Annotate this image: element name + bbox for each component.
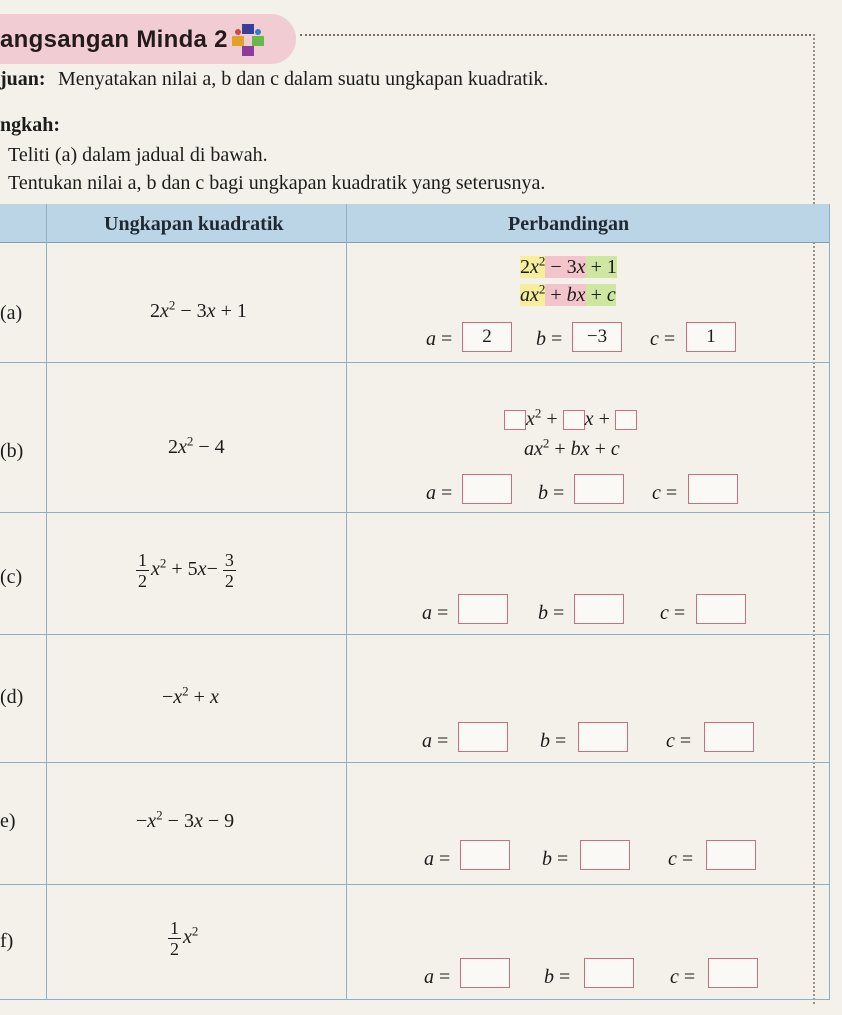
- column-divider: [46, 204, 47, 1000]
- answer-c-label: c =: [660, 602, 686, 624]
- comparison-expression: $2x^2 - 3x + 1$: [520, 253, 617, 278]
- answer-a-label: a =: [422, 602, 449, 624]
- expression: $-x^2 - 3x - 9$: [136, 807, 235, 832]
- answer-b-box[interactable]: [578, 722, 628, 752]
- answer-b-label: b =: [544, 966, 571, 988]
- answer-c-box[interactable]: [688, 474, 738, 504]
- answer-b-label: b =: [536, 328, 563, 350]
- answer-a-box[interactable]: [460, 840, 510, 870]
- answer-b-box[interactable]: [580, 840, 630, 870]
- answer-b-box[interactable]: [574, 594, 624, 624]
- answer-b-label: b =: [542, 848, 569, 870]
- row-label: (a): [0, 302, 23, 324]
- row-label: (b): [0, 440, 24, 462]
- answer-a-box[interactable]: [460, 958, 510, 988]
- quadratic-table: [0, 204, 830, 1000]
- answer-c-label: c =: [670, 966, 696, 988]
- answer-a-label: a =: [422, 730, 449, 752]
- row-label: f): [0, 930, 14, 952]
- row-label: (c): [0, 566, 23, 588]
- answer-c-box[interactable]: [696, 594, 746, 624]
- answer-a-box[interactable]: [458, 722, 508, 752]
- answer-c-box[interactable]: 1: [686, 322, 736, 352]
- answer-c-label: c =: [666, 730, 692, 752]
- expression: $\frac{1}{2}$ $x^2 + 5x-$ $\frac{3}{2}$: [138, 550, 234, 591]
- answer-c-box[interactable]: [706, 840, 756, 870]
- answer-c-label: c =: [650, 328, 676, 350]
- answer-a-label: a =: [426, 482, 453, 504]
- answer-a-box[interactable]: [462, 474, 512, 504]
- expression: $-x^2 + x$: [162, 683, 219, 708]
- step-1: Teliti (a) dalam jadual di bawah.: [8, 144, 268, 166]
- answer-c-box[interactable]: [708, 958, 758, 988]
- row-divider: [0, 634, 830, 635]
- puzzle-people-icon: [228, 22, 268, 58]
- header-ungkapan: Ungkapan kuadratik: [104, 213, 284, 235]
- answer-a-label: a =: [424, 848, 451, 870]
- langkah-label: ngkah:: [0, 114, 61, 136]
- expression: $\frac{1}{2}$ $x^2$: [170, 918, 199, 959]
- answer-b-label: b =: [540, 730, 567, 752]
- answer-a-label: a =: [424, 966, 451, 988]
- row-divider: [0, 762, 830, 763]
- row-divider: [0, 362, 830, 363]
- answer-b-box[interactable]: [574, 474, 624, 504]
- row-divider: [0, 512, 830, 513]
- row-label: e): [0, 810, 16, 832]
- general-form: $ax^2$ + bx + c: [524, 435, 620, 460]
- answer-c-label: c =: [668, 848, 694, 870]
- tujuan-label: juan:: [0, 68, 46, 90]
- expression: $2x^2 - 4$: [168, 433, 225, 458]
- header-perbandingan: Perbandingan: [508, 213, 630, 235]
- answer-a-box[interactable]: [458, 594, 508, 624]
- general-form: $ax^2$ + bx + c: [520, 281, 616, 306]
- answer-b-label: b =: [538, 482, 565, 504]
- answer-b-box[interactable]: [584, 958, 634, 988]
- table-header: [0, 204, 830, 243]
- tujuan-text: Menyatakan nilai a, b dan c dalam suatu ungkapan kuadratik.: [58, 68, 549, 90]
- answer-a-box[interactable]: 2: [462, 322, 512, 352]
- table-border: [829, 204, 830, 1000]
- step-2: Tentukan nilai a, b dan c bagi ungkapan kuadratik yang seterusnya.: [8, 172, 546, 194]
- expression: $2x^2 - 3x + 1$: [150, 297, 247, 322]
- answer-c-label: c =: [652, 482, 678, 504]
- header-divider: [300, 34, 815, 36]
- table-bottom: [0, 999, 830, 1000]
- column-divider: [346, 204, 347, 1000]
- answer-c-box[interactable]: [704, 722, 754, 752]
- answer-b-box[interactable]: −3: [572, 322, 622, 352]
- row-divider: [0, 884, 830, 885]
- section-title: angsangan Minda 2: [0, 26, 228, 53]
- row-label: (d): [0, 686, 24, 708]
- answer-row: a =: [426, 328, 453, 350]
- answer-b-label: b =: [538, 602, 565, 624]
- comparison-expression: $x^2 + x$ +: [504, 408, 637, 431]
